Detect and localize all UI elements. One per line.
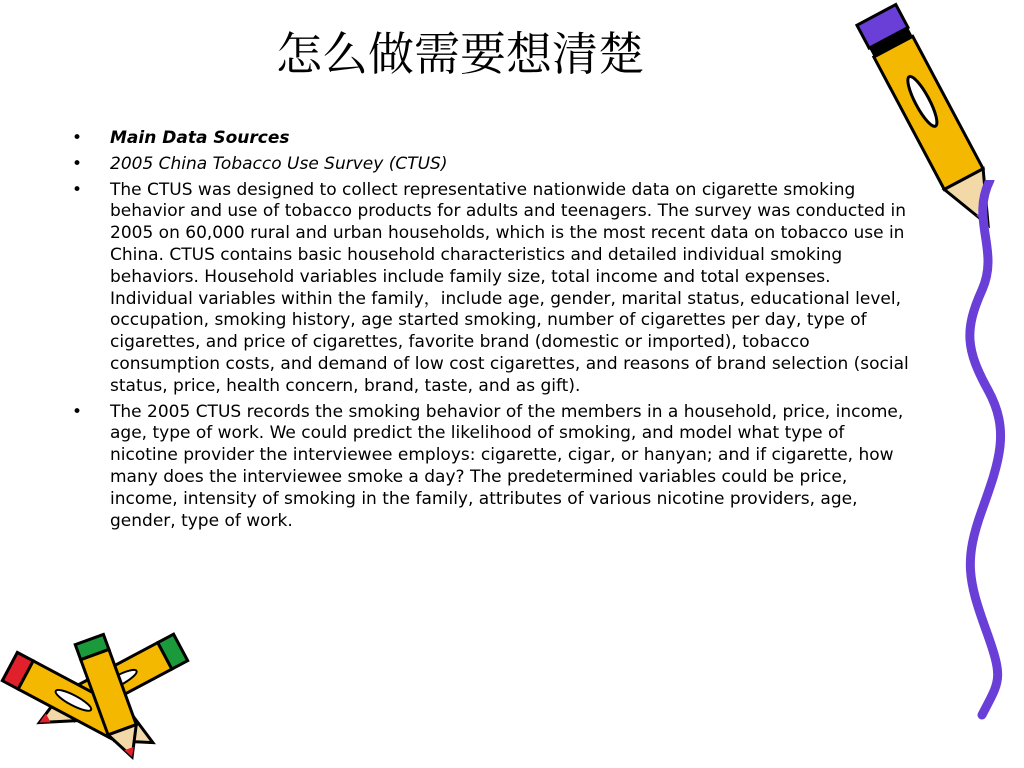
- bullet-item: [72, 180, 912, 398]
- bullet-marker: •: [72, 128, 83, 148]
- bullet-text-survey-name: 2005 China Tobacco Use Survey (CTUS): [110, 153, 448, 174]
- bullet-text-main-data-sources: Main Data Sources: [110, 128, 290, 148]
- bullet-item: [72, 154, 912, 176]
- bullet-marker: •: [72, 179, 83, 200]
- bullet-marker: •: [72, 401, 83, 422]
- bullet-item: [72, 402, 912, 533]
- bullet-text-survey-model: The 2005 CTUS records the smoking behavior of the members in a household, price, income, age, type of work. We could predict the likelihood of smoking, and model what type of nicotine provider the interviewee employs: cigarette, cigar, or hanyan; and if cigarette, how many does the interviewee smoke a day? The predetermined variables could be price, income, intensity of smoking in the family, attributes of various nicotine providers, age, gender, type of work.: [110, 401, 904, 531]
- bullet-item: [72, 128, 912, 150]
- bullet-list: [72, 128, 912, 536]
- purple-squiggle-line-icon: [960, 180, 1010, 720]
- crossed-pencils-icon: [0, 615, 210, 765]
- slide-title: 怎么做需要想清楚: [276, 27, 644, 81]
- bullet-text-survey-description: The CTUS was designed to collect representative nationwide data on cigarette smoking behavior and use of tobacco products for adults and teenagers. The survey was conducted in 2005 on 60,000 rural and urban households, which is the most recent data on tobacco use in China. CTUS contains basic household characteristics and detailed individual smoking behaviors. Household variables include family size, total income and total expenses. Individual variables within the family，include age, gender, marital status, educational level, occupation, smoking history, age started smoking, number of cigarettes per day, type of cigarettes, and price of cigarettes, favorite brand (domestic or imported), tobacco consumption costs, and demand of low cost cigarettes, and reasons of brand selection (social status, price, health concern, brand, taste, and as gift).: [110, 179, 909, 396]
- bullet-marker: •: [72, 153, 83, 174]
